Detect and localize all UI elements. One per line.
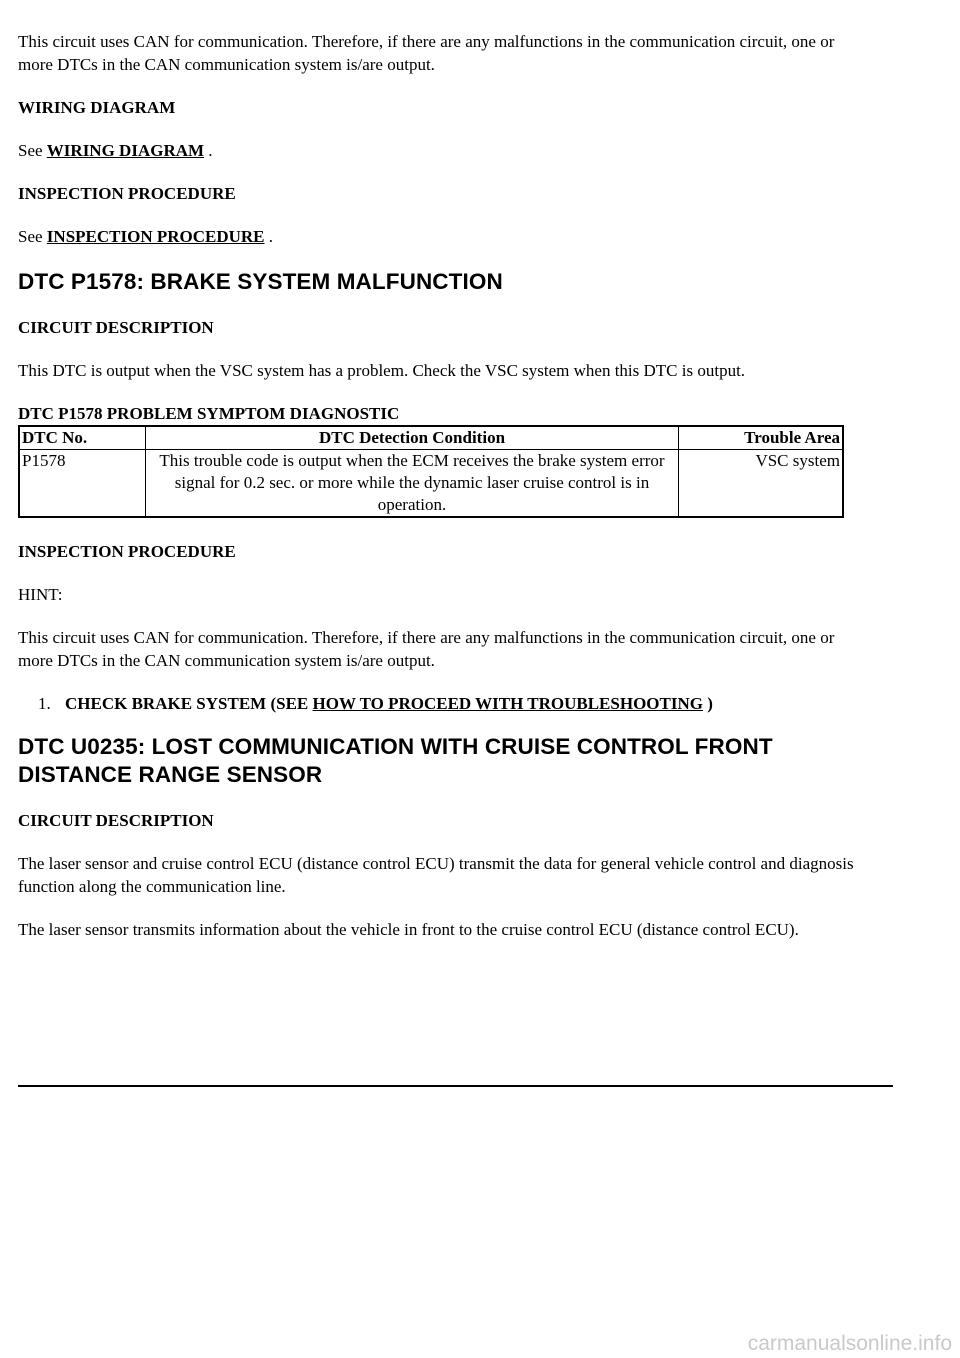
circuit-description-paragraph: The laser sensor transmits information about the vehicle in front to the cruise control ECU (distance control ECU). bbox=[18, 920, 799, 939]
circuit-description-heading: CIRCUIT DESCRIPTION bbox=[18, 811, 214, 830]
see-text: See bbox=[18, 141, 47, 160]
inspection-procedure-heading: INSPECTION PROCEDURE bbox=[18, 184, 236, 203]
column-header-trouble-area: Trouble Area bbox=[679, 426, 844, 450]
cell-trouble-area: VSC system bbox=[679, 450, 844, 518]
step-text-end: ) bbox=[702, 694, 713, 713]
step-text: CHECK BRAKE SYSTEM (SEE bbox=[65, 694, 313, 713]
troubleshooting-link[interactable]: HOW TO PROCEED WITH TROUBLESHOOTING bbox=[312, 694, 703, 713]
wiring-diagram-reference bbox=[18, 139, 860, 162]
document-page bbox=[18, 30, 860, 961]
inspection-procedure-reference bbox=[18, 225, 860, 248]
watermark-text: carmanualsonline.info bbox=[747, 1332, 952, 1355]
wiring-diagram-link[interactable]: WIRING DIAGRAM bbox=[46, 141, 205, 160]
footer-divider bbox=[18, 1085, 893, 1087]
table-caption: DTC P1578 PROBLEM SYMPTOM DIAGNOSTIC bbox=[18, 404, 400, 423]
cell-dtc-no: P1578 bbox=[19, 450, 146, 518]
circuit-description-paragraph: The laser sensor and cruise control ECU (distance control ECU) transmit the data for general vehicle control and diagnosis function along the communication line. bbox=[18, 854, 854, 896]
dtc-u0235-title: DTC U0235: LOST COMMUNICATION WITH CRUISE CONTROL FRONT DISTANCE RANGE SENSOR bbox=[18, 734, 773, 787]
circuit-description-heading: CIRCUIT DESCRIPTION bbox=[18, 318, 214, 337]
hint-text: This circuit uses CAN for communication. Therefore, if there are any malfunctions in the communication circuit, one or more DTCs in the CAN communication system is/are output. bbox=[18, 628, 835, 670]
inspection-procedure-heading: INSPECTION PROCEDURE bbox=[18, 542, 236, 561]
dtc-p1578-title: DTC P1578: BRAKE SYSTEM MALFUNCTION bbox=[18, 269, 503, 294]
wiring-diagram-heading: WIRING DIAGRAM bbox=[18, 98, 176, 117]
procedure-steps bbox=[18, 692, 860, 715]
period-text: . bbox=[204, 141, 213, 160]
step-number: 1. bbox=[38, 694, 51, 713]
inspection-procedure-link[interactable]: INSPECTION PROCEDURE bbox=[46, 227, 265, 246]
table-header-row bbox=[19, 426, 843, 450]
column-header-dtc-no: DTC No. bbox=[19, 426, 146, 450]
hint-label: HINT: bbox=[18, 585, 63, 604]
table-row bbox=[19, 450, 843, 518]
circuit-description-text: This DTC is output when the VSC system has a problem. Check the VSC system when this DTC is output. bbox=[18, 361, 746, 380]
procedure-step bbox=[18, 692, 860, 715]
cell-detection-condition: This trouble code is output when the ECM receives the brake system error signal for 0.2 sec. or more while the dynamic laser cruise control is in operation. bbox=[146, 450, 679, 518]
period-text: . bbox=[264, 227, 274, 246]
intro-paragraph: This circuit uses CAN for communication. Therefore, if there are any malfunctions in the communication circuit, one or more DTCs in the CAN communication system is/are output. bbox=[18, 32, 835, 74]
column-header-detection-condition: DTC Detection Condition bbox=[146, 426, 679, 450]
dtc-table bbox=[18, 425, 844, 518]
see-text: See bbox=[18, 227, 47, 246]
